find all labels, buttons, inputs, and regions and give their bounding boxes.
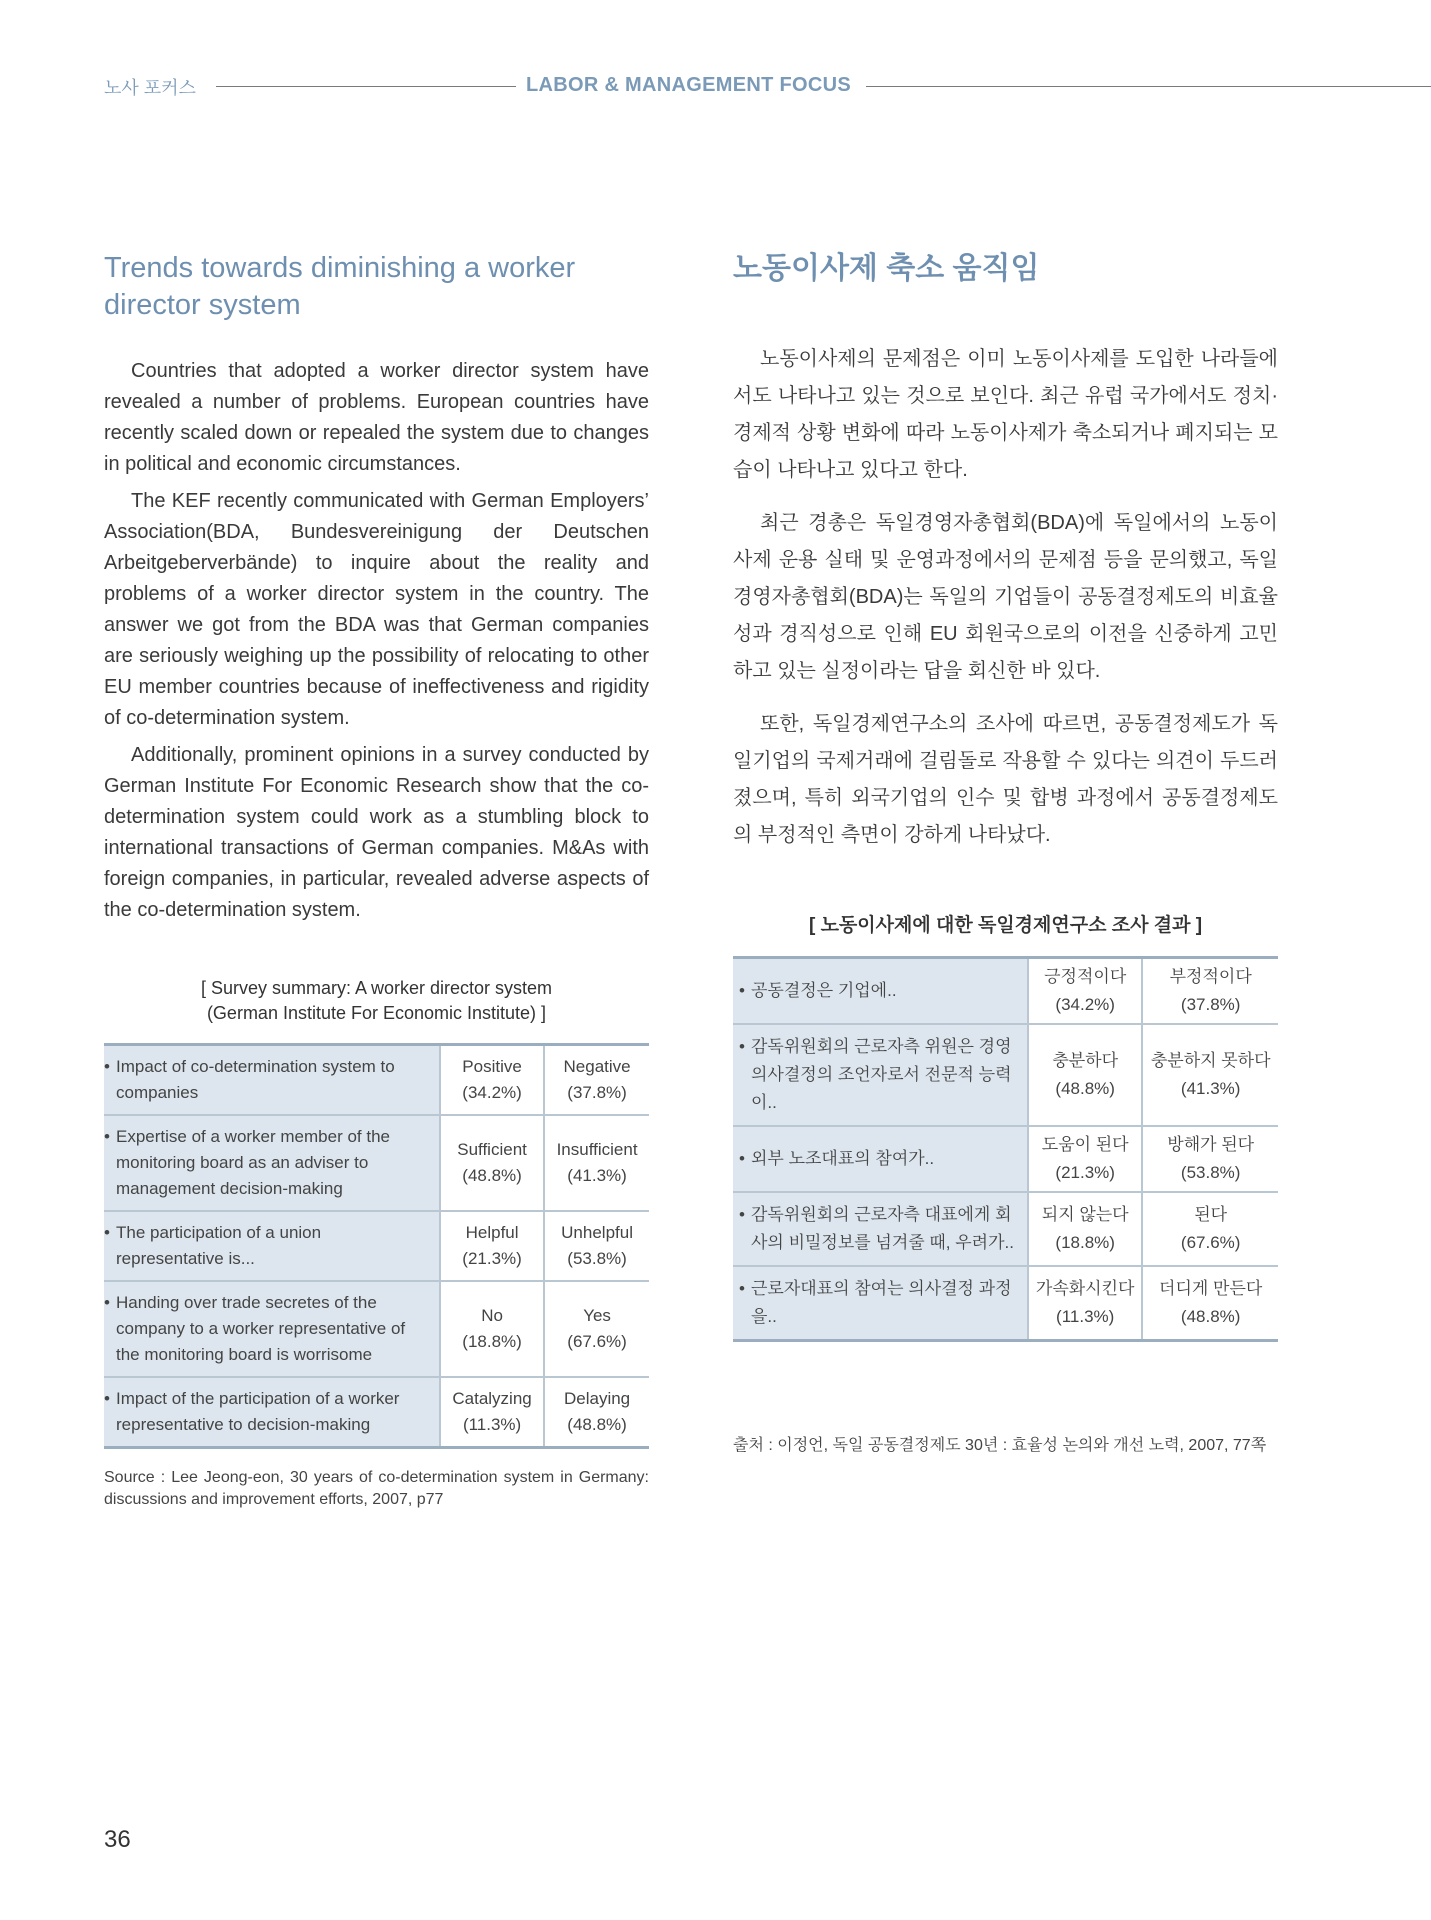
question-cell	[733, 958, 1028, 1025]
question-cell	[733, 1266, 1028, 1341]
answer-percent: (21.3%)	[462, 1249, 522, 1268]
survey-table-en	[104, 1043, 649, 1449]
question-text: Expertise of a worker member of the monitoring board as an adviser to management decision-making	[116, 1127, 391, 1198]
answer-label: Positive	[462, 1057, 522, 1076]
page-number: 36	[104, 1826, 131, 1853]
table-row	[733, 1266, 1278, 1341]
answer-label: Catalyzing	[452, 1389, 532, 1408]
answer-percent: (41.3%)	[567, 1166, 627, 1185]
header-divider	[216, 86, 516, 87]
answer-label: Unhelpful	[561, 1223, 633, 1242]
bullet-icon: •	[104, 1057, 110, 1076]
answer-label: 도움이 된다	[1041, 1135, 1129, 1154]
bullet-icon: •	[739, 1149, 745, 1168]
answer-percent: (48.8%)	[1055, 1079, 1115, 1098]
answer-cell	[1142, 958, 1278, 1025]
header-divider	[866, 86, 1431, 87]
answer-percent: (41.3%)	[1180, 1079, 1241, 1098]
korean-column	[733, 250, 1278, 870]
answer-cell	[1028, 958, 1142, 1025]
table-row	[733, 1192, 1278, 1266]
answer-label: 부정적이다	[1169, 967, 1252, 986]
bullet-icon: •	[739, 1279, 745, 1298]
survey-table-ko	[733, 956, 1278, 1342]
answer-label: 긍정적이다	[1044, 967, 1127, 986]
table-row	[104, 1115, 649, 1211]
table-row	[733, 958, 1278, 1025]
table-caption-en	[104, 976, 649, 1026]
bullet-icon: •	[104, 1127, 110, 1146]
bullet-icon: •	[104, 1293, 110, 1312]
answer-label: Sufficient	[457, 1140, 527, 1159]
table-row	[104, 1045, 649, 1116]
answer-cell	[440, 1281, 544, 1377]
table-caption-line: (German Institute For Economic Institute) ]	[206, 1003, 547, 1023]
question-cell	[733, 1192, 1028, 1266]
answer-cell	[1028, 1192, 1142, 1266]
article-title-ko: 노동이사제 축소 움직임	[733, 252, 1040, 285]
answer-percent: (18.8%)	[462, 1332, 522, 1351]
section-label-en: LABOR & MANAGEMENT FOCUS	[526, 74, 851, 96]
answer-cell	[440, 1115, 544, 1211]
answer-cell	[544, 1377, 649, 1448]
answer-cell	[544, 1211, 649, 1281]
answer-cell	[440, 1211, 544, 1281]
answer-cell	[1028, 1126, 1142, 1192]
question-cell	[104, 1211, 440, 1281]
answer-label: 충분하다	[1052, 1051, 1119, 1070]
question-text: 감독위원회의 근로자측 대표에게 회사의 비밀정보를 넘겨줄 때, 우려가..	[751, 1205, 1014, 1252]
answer-percent: (48.8%)	[1180, 1307, 1241, 1326]
answer-percent: (48.8%)	[462, 1166, 522, 1185]
question-text: The participation of a union representative is...	[116, 1223, 322, 1268]
answer-percent: (53.8%)	[567, 1249, 627, 1268]
question-cell	[104, 1377, 440, 1448]
table-row	[104, 1377, 649, 1448]
answer-cell	[1142, 1192, 1278, 1266]
question-cell	[104, 1115, 440, 1211]
bullet-icon: •	[104, 1389, 110, 1408]
question-text: Impact of the participation of a worker representative to decision-making	[116, 1389, 400, 1434]
answer-percent: (48.8%)	[567, 1415, 627, 1434]
answer-label: Delaying	[563, 1389, 631, 1408]
answer-label: Negative	[563, 1057, 631, 1076]
bullet-icon: •	[739, 1037, 745, 1056]
section-label-ko: 노사 포커스	[104, 78, 196, 98]
paragraph-en: The KEF recently communicated with German Employers’ Association(BDA, Bundesvereinigung der Deutschen Arbeitgeberverbände) to inquire about the reality and problems of a worker director system in the country. The answer we got from the BDA was that German companies are seriously weighing up the possibility of relocating to other EU member countries because of ineffectiveness and rigidity of co-determination system.	[104, 490, 649, 729]
answer-cell	[440, 1045, 544, 1116]
paragraph-en: Countries that adopted a worker director system have revealed a number of problems. European countries have recently scaled down or repealed the system due to changes in political and economic circumstances.	[104, 360, 649, 475]
answer-cell	[1028, 1266, 1142, 1341]
answer-cell	[1142, 1126, 1278, 1192]
answer-label: 되지 않는다	[1041, 1205, 1129, 1224]
answer-label: 된다	[1194, 1205, 1228, 1224]
paragraph-ko: 노동이사제의 문제점은 이미 노동이사제를 도입한 나라들에서도 나타나고 있는 것으로 보인다. 최근 유럽 국가에서도 정치·경제적 상황 변화에 따라 노동이사제가 축소되거나 폐지되는 모습이 나타나고 있다고 한다.	[733, 348, 1278, 481]
answer-percent: (21.3%)	[1055, 1163, 1115, 1182]
english-column	[104, 250, 649, 932]
answer-percent: (67.6%)	[1180, 1233, 1241, 1252]
question-cell	[104, 1281, 440, 1377]
question-text: 근로자대표의 참여는 의사결정 과정을..	[751, 1279, 1012, 1326]
question-text: Handing over trade secretes of the company to a worker representative of the monitoring board is worrisome	[116, 1293, 406, 1364]
answer-percent: (67.6%)	[567, 1332, 627, 1351]
answer-cell	[544, 1045, 649, 1116]
answer-percent: (34.2%)	[462, 1083, 522, 1102]
table-row	[733, 1126, 1278, 1192]
question-cell	[733, 1024, 1028, 1126]
answer-label: 가속화시킨다	[1035, 1279, 1135, 1298]
answer-percent: (11.3%)	[1056, 1307, 1115, 1326]
article-title-en: Trends towards diminishing a worker director system	[104, 252, 576, 321]
answer-percent: (11.3%)	[462, 1415, 522, 1434]
answer-cell	[1142, 1024, 1278, 1126]
table-caption-ko: [ 노동이사제에 대한 독일경제연구소 조사 결과 ]	[808, 915, 1203, 936]
answer-cell	[1142, 1266, 1278, 1341]
bullet-icon: •	[739, 981, 745, 1000]
answer-percent: (34.2%)	[1055, 995, 1115, 1014]
source-note-ko: 출처 : 이정언, 독일 공동결정제도 30년 : 효율성 논의와 개선 노력, 2007, 77쪽	[733, 1437, 1267, 1454]
answer-cell	[440, 1377, 544, 1448]
answer-label: 충분하지 못하다	[1150, 1051, 1271, 1070]
answer-label: 방해가 된다	[1167, 1135, 1255, 1154]
table-caption-line: [ Survey summary: A worker director system	[200, 978, 553, 998]
bullet-icon: •	[104, 1223, 110, 1242]
answer-label: No	[481, 1306, 503, 1325]
answer-cell	[544, 1281, 649, 1377]
source-note-en: Source : Lee Jeong-eon, 30 years of co-determination system in Germany: discussions and improvement efforts, 2007, p77	[104, 1469, 649, 1508]
paragraph-ko: 최근 경총은 독일경영자총협회(BDA)에 독일에서의 노동이사제 운용 실태 및 운영과정에서의 문제점 등을 문의했고, 독일경영자총협회(BDA)는 독일의 기업들이 공동결정제도의 비효율성과 경직성으로 인해 EU 회원국으로의 이전을 신중하게 고민하고 있는 실정이라는 답을 회신한 바 있다.	[733, 512, 1278, 682]
bullet-icon: •	[739, 1205, 745, 1224]
question-cell	[104, 1045, 440, 1116]
answer-cell	[1028, 1024, 1142, 1126]
question-cell	[733, 1126, 1028, 1192]
question-text: 외부 노조대표의 참여가..	[751, 1149, 935, 1168]
question-text: 감독위원회의 근로자측 위원은 경영의사결정의 조언자로서 전문적 능력이..	[751, 1037, 1012, 1112]
answer-label: Helpful	[465, 1223, 519, 1242]
answer-cell	[544, 1115, 649, 1211]
answer-percent: (53.8%)	[1180, 1163, 1241, 1182]
answer-label: Insufficient	[556, 1140, 638, 1159]
answer-label: 더디게 만든다	[1159, 1279, 1263, 1298]
answer-percent: (18.8%)	[1055, 1233, 1115, 1252]
question-text: 공동결정은 기업에..	[751, 981, 897, 1000]
table-row	[104, 1281, 649, 1377]
answer-percent: (37.8%)	[1180, 995, 1241, 1014]
paragraph-en: Additionally, prominent opinions in a survey conducted by German Institute For Economic Research show that the co-determination system could work as a stumbling block to international transactions of German companies. M&As with foreign companies, in particular, revealed adverse aspects of the co-determination system.	[104, 744, 649, 921]
answer-label: Yes	[583, 1306, 611, 1325]
table-row	[104, 1211, 649, 1281]
question-text: Impact of co-determination system to companies	[116, 1057, 395, 1102]
answer-percent: (37.8%)	[567, 1083, 627, 1102]
paragraph-ko: 또한, 독일경제연구소의 조사에 따르면, 공동결정제도가 독일기업의 국제거래에 걸림돌로 작용할 수 있다는 의견이 두드러졌으며, 특히 외국기업의 인수 및 합병 과정에서 공동결정제도의 부정적인 측면이 강하게 나타났다.	[733, 713, 1278, 846]
table-row	[733, 1024, 1278, 1126]
